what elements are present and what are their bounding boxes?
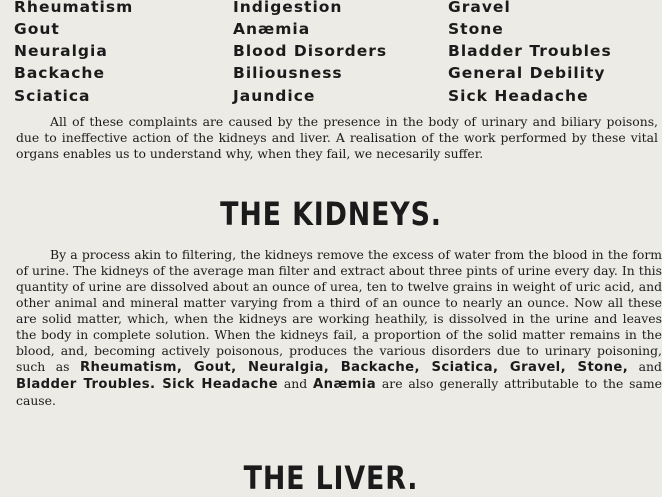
ailment-item: Jaundice	[233, 87, 316, 105]
ailment-item: General Debility	[448, 64, 606, 82]
ailment-item: Sick Headache	[448, 87, 589, 105]
ailment-item: Anæmia	[233, 20, 311, 38]
ailment-bold-text: Bladder Troubles. Sick Headache	[16, 377, 278, 392]
ailment-bold-text: Rheumatism, Gout, Neuralgia, Backache, Sciatica, Gravel, Stone,	[80, 360, 629, 375]
ailment-item: Bladder Troubles	[448, 42, 612, 60]
ailment-item: Indigestion	[233, 0, 343, 16]
kidneys-text: and	[283, 376, 308, 391]
ailment-item: Gout	[14, 20, 60, 38]
kidneys-text: By a process akin to filtering, the kidneys remove the excess of water from the blood in the form of urine. The kidneys of the average man filter and extract about three pints of urine every day. In this quantity of urine are dissolved about an ounce of urea, ten to twelve grains in weight of uric acid, and other animal and mineral matter varying from a third of an ounce to nearly an ounce. Now all these are solid matter, which, when the kidneys are working heathily, is dissolved in the urine and leaves the body in complete solution. When the kidneys fail, a proportion of the solid matter remains in the blood, and, becoming actively poisonous, produces the various disorders due to urinary poisoning, such as	[16, 247, 662, 374]
ailment-item: Stone	[448, 20, 504, 38]
kidneys-text: are also generally attributable to the same cause.	[16, 376, 662, 408]
ailment-bold-text: Anæmia	[313, 377, 377, 392]
ailment-item: Biliousness	[233, 64, 343, 82]
ailment-item: Rheumatism	[14, 0, 134, 16]
kidneys-paragraph	[16, 247, 662, 409]
ailment-item: Blood Disorders	[233, 42, 388, 60]
kidneys-heading: THE KIDNEYS.	[220, 195, 442, 233]
ailment-item: Backache	[14, 64, 105, 82]
ailment-item: Neuralgia	[14, 42, 108, 60]
ailment-item: Gravel	[448, 0, 511, 16]
ailment-list	[0, 0, 662, 109]
liver-heading: THE LIVER.	[243, 459, 419, 497]
kidneys-text: and	[638, 359, 662, 374]
ailment-item: Sciatica	[14, 87, 91, 105]
intro-paragraph: All of these complaints are caused by the presence in the body of urinary and biliary poisons, due to ineffective action of the kidneys and liver. A realisation of the work performed by these vital organs enables us to understand why, when they fail, we necesarily suffer.	[16, 114, 658, 161]
